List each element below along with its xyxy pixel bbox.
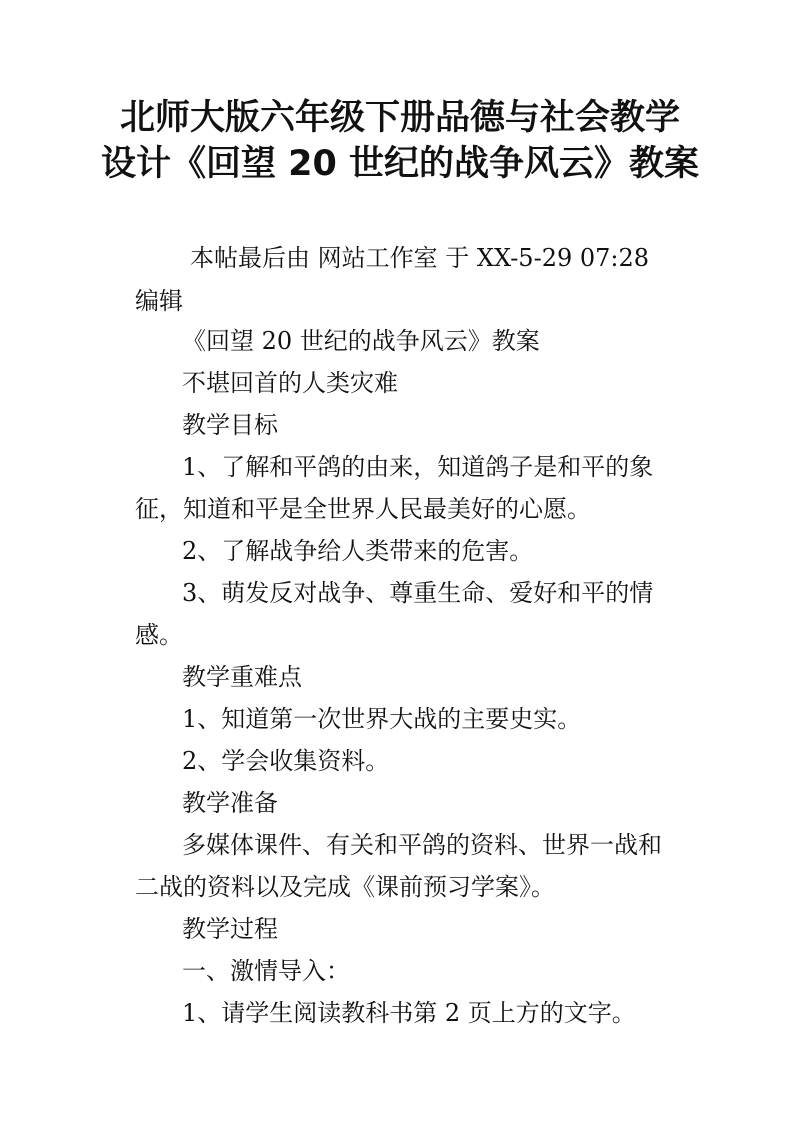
section-heading-key-points: 教学重难点	[182, 663, 302, 691]
key-point-1: 1、知道第一次世界大战的主要史实。	[182, 705, 582, 733]
goal-1-line-1: 1、了解和平鸽的由来，知道鸽子是和平的象	[182, 453, 654, 481]
section-heading-process: 教学过程	[182, 915, 278, 943]
edit-meta-continuation: 编辑	[135, 287, 183, 315]
unit-heading: 不堪回首的人类灾难	[182, 369, 398, 397]
key-point-2: 2、学会收集资料。	[182, 747, 390, 775]
section-heading-goals: 教学目标	[182, 411, 278, 439]
process-step-heading: 一、激情导入：	[182, 957, 350, 985]
edit-meta-line: 本帖最后由 网站工作室 于 XX-5-29 07:28	[190, 244, 650, 272]
section-heading-preparation: 教学准备	[182, 789, 278, 817]
goal-3-line-2: 感。	[135, 621, 183, 649]
goal-1-line-2: 征，知道和平是全世界人民最美好的心愿。	[135, 495, 591, 523]
goal-2: 2、了解战争给人类带来的危害。	[182, 537, 534, 565]
preparation-line-2: 二战的资料以及完成《课前预习学案》。	[135, 873, 555, 901]
document-title-line-2: 设计《回望 20 世纪的战争风云》教案	[100, 144, 700, 184]
lesson-subtitle: 《回望 20 世纪的战争风云》教案	[182, 327, 540, 355]
document-title-line-1: 北师大版六年级下册品德与社会教学	[119, 98, 680, 138]
goal-3-line-1: 3、萌发反对战争、尊重生命、爱好和平的情	[182, 579, 654, 607]
process-step-1: 1、请学生阅读教科书第 2 页上方的文字。	[182, 999, 636, 1027]
preparation-line-1: 多媒体课件、有关和平鸽的资料、世界一战和	[182, 831, 662, 859]
